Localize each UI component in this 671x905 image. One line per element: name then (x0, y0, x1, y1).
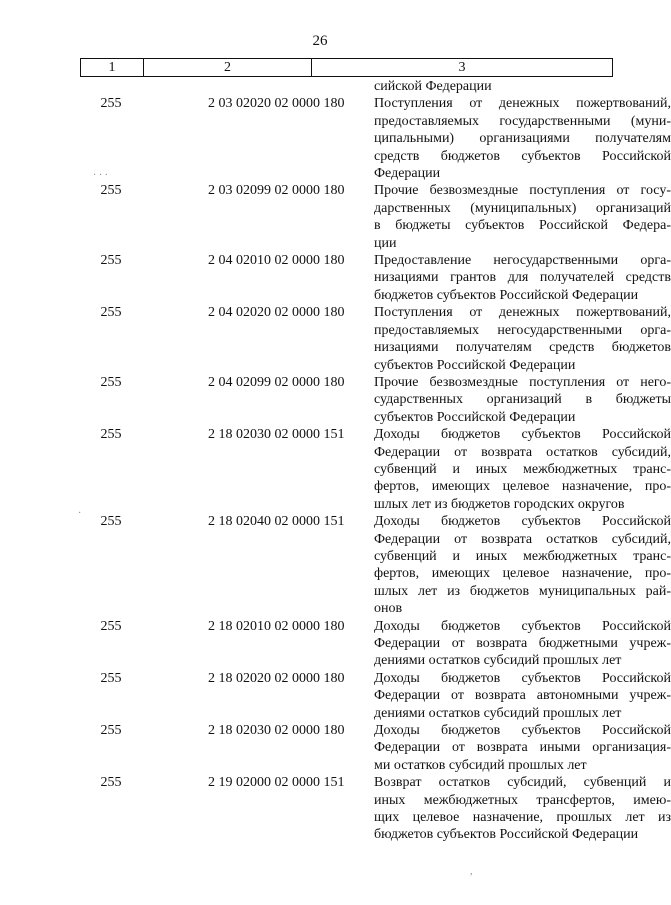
row-code-1: 255 (100, 305, 122, 321)
table-row (80, 182, 671, 252)
description-line: Доходы бюджетов субъектов Российской (374, 618, 671, 634)
row-code-2: 2 18 02030 02 0000 151 (208, 427, 345, 443)
row-description (374, 252, 671, 304)
row-description (374, 78, 671, 95)
description-line: ми остатков субсидий прошлых лет (374, 757, 587, 773)
description-line: Поступления от денежных пожертвований, (374, 96, 671, 112)
table-row (80, 774, 671, 844)
row-code-1: 255 (100, 253, 122, 269)
row-code-2: 2 18 02020 02 0000 180 (208, 670, 345, 686)
description-line: Поступления от денежных пожертвований, (374, 305, 671, 321)
table-header (80, 58, 613, 77)
description-line: бюджетов субъектов Российской Федерации (374, 827, 639, 843)
description-line: Федерации от возврата автономными учреж- (374, 688, 671, 704)
description-line: Доходы бюджетов субъектов Российской (374, 670, 671, 686)
row-code-1: 255 (100, 96, 122, 112)
scan-speck: · (78, 508, 82, 519)
description-line: сийской Федерации (374, 79, 492, 94)
table-row (80, 722, 671, 774)
description-line: Федерации от возврата остатков субсидий, (374, 444, 671, 460)
description-line: предоставляемых государственными (муни- (374, 113, 671, 129)
row-code-1: 255 (100, 723, 122, 739)
row-code-2: 2 19 02000 02 0000 151 (208, 775, 345, 791)
description-line: субвенций и иных межбюджетных транс- (374, 461, 671, 477)
table-row (80, 670, 671, 722)
row-code-1: 255 (100, 618, 122, 634)
description-line: дениями остатков субсидий прошлых лет (374, 705, 622, 721)
row-code-2: 2 03 02099 02 0000 180 (208, 183, 345, 199)
table-row (80, 426, 671, 513)
row-code-1: 255 (100, 427, 122, 443)
row-code-1: 255 (100, 514, 122, 530)
row-code-2: 2 04 02020 02 0000 180 (208, 305, 345, 321)
table-row (80, 78, 611, 95)
row-description (374, 722, 671, 774)
table-row (80, 304, 671, 374)
description-line: предоставляемых негосударственными орга- (374, 322, 671, 338)
description-line: субвенций и иных межбюджетных транс- (374, 548, 671, 564)
row-code-1: 255 (100, 374, 122, 390)
header-col-2: 2 (144, 59, 312, 77)
row-code-1: 255 (100, 183, 122, 199)
row-code-1: 255 (100, 670, 122, 686)
description-line: Прочие безвозмездные поступления от госу- (374, 183, 671, 199)
row-description (374, 618, 671, 670)
row-code-1: 255 (100, 775, 122, 791)
header-col-3: 3 (312, 59, 613, 77)
scan-speck: · · · (93, 170, 108, 181)
description-line: шлых лет из бюджетов городских округов (374, 496, 625, 512)
page-number: 26 (312, 33, 328, 49)
row-description (374, 182, 671, 252)
description-line: щих целевое назначение, прошлых лет из (374, 810, 671, 826)
description-line: субъектов Российской Федерации (374, 357, 576, 373)
row-code-2 (142, 78, 374, 95)
description-line: Предоставление негосударственными орга- (374, 253, 671, 269)
description-line: Федерации от возврата бюджетными учреж- (374, 636, 671, 651)
description-line: шлых лет из бюджетов муниципальных рай- (374, 583, 671, 599)
row-code-2: 2 18 02040 02 0000 151 (208, 514, 345, 530)
description-line: Федерации от возврата иными организация- (374, 740, 671, 756)
description-line: ции (374, 235, 397, 251)
description-line: Федерации (374, 166, 441, 182)
description-line: дениями остатков субсидий прошлых лет (374, 653, 622, 669)
description-line: ципальными) организациями получателям (374, 131, 671, 147)
description-line: фертов, имеющих целевое назначение, про- (374, 479, 671, 495)
description-line: Прочие безвозмездные поступления от него- (374, 374, 671, 390)
row-code-2: 2 18 02010 02 0000 180 (208, 618, 345, 634)
row-description (374, 95, 671, 182)
row-description (374, 670, 671, 722)
description-line: Доходы бюджетов субъектов Российской (374, 723, 671, 739)
description-line: низациями получателям средств бюджетов (374, 340, 671, 356)
description-line: фертов, имеющих целевое назначение, про- (374, 566, 671, 582)
row-code-2: 2 04 02099 02 0000 180 (208, 374, 345, 390)
row-code-2: 2 03 02020 02 0000 180 (208, 96, 345, 112)
table-row (80, 618, 671, 670)
description-line: дарственных (муниципальных) организаций (374, 200, 671, 216)
table-row (80, 513, 671, 617)
row-code-2: 2 18 02030 02 0000 180 (208, 723, 345, 739)
description-line: иных межбюджетных трансфертов, имею- (374, 792, 671, 808)
description-line: средств бюджетов субъектов Российской (374, 148, 671, 164)
table-row (80, 252, 671, 304)
description-line: Доходы бюджетов субъектов Российской (374, 427, 671, 443)
description-line: Федерации от возврата остатков субсидий, (374, 531, 671, 547)
description-line: Доходы бюджетов субъектов Российской (374, 514, 671, 530)
table-row (80, 374, 671, 426)
description-line: субъектов Российской Федерации (374, 409, 576, 425)
row-description (374, 374, 671, 426)
scan-speck: , (470, 866, 473, 877)
row-description (374, 513, 671, 617)
row-description (374, 774, 671, 844)
description-line: бюджетов субъектов Российской Федерации (374, 287, 639, 303)
table-row (80, 95, 671, 182)
description-line: в бюджеты субъектов Российской Федера- (374, 218, 671, 234)
row-code-2: 2 04 02010 02 0000 180 (208, 253, 345, 269)
description-line: онов (374, 601, 403, 617)
description-line: низациями грантов для получателей средств (374, 270, 671, 286)
description-line: Возврат остатков субсидий, субвенций и (374, 775, 671, 791)
row-description (374, 426, 671, 513)
header-col-1: 1 (81, 59, 144, 77)
description-line: сударственных организаций в бюджеты (374, 392, 671, 408)
table-body (80, 78, 671, 844)
row-description (374, 304, 671, 374)
